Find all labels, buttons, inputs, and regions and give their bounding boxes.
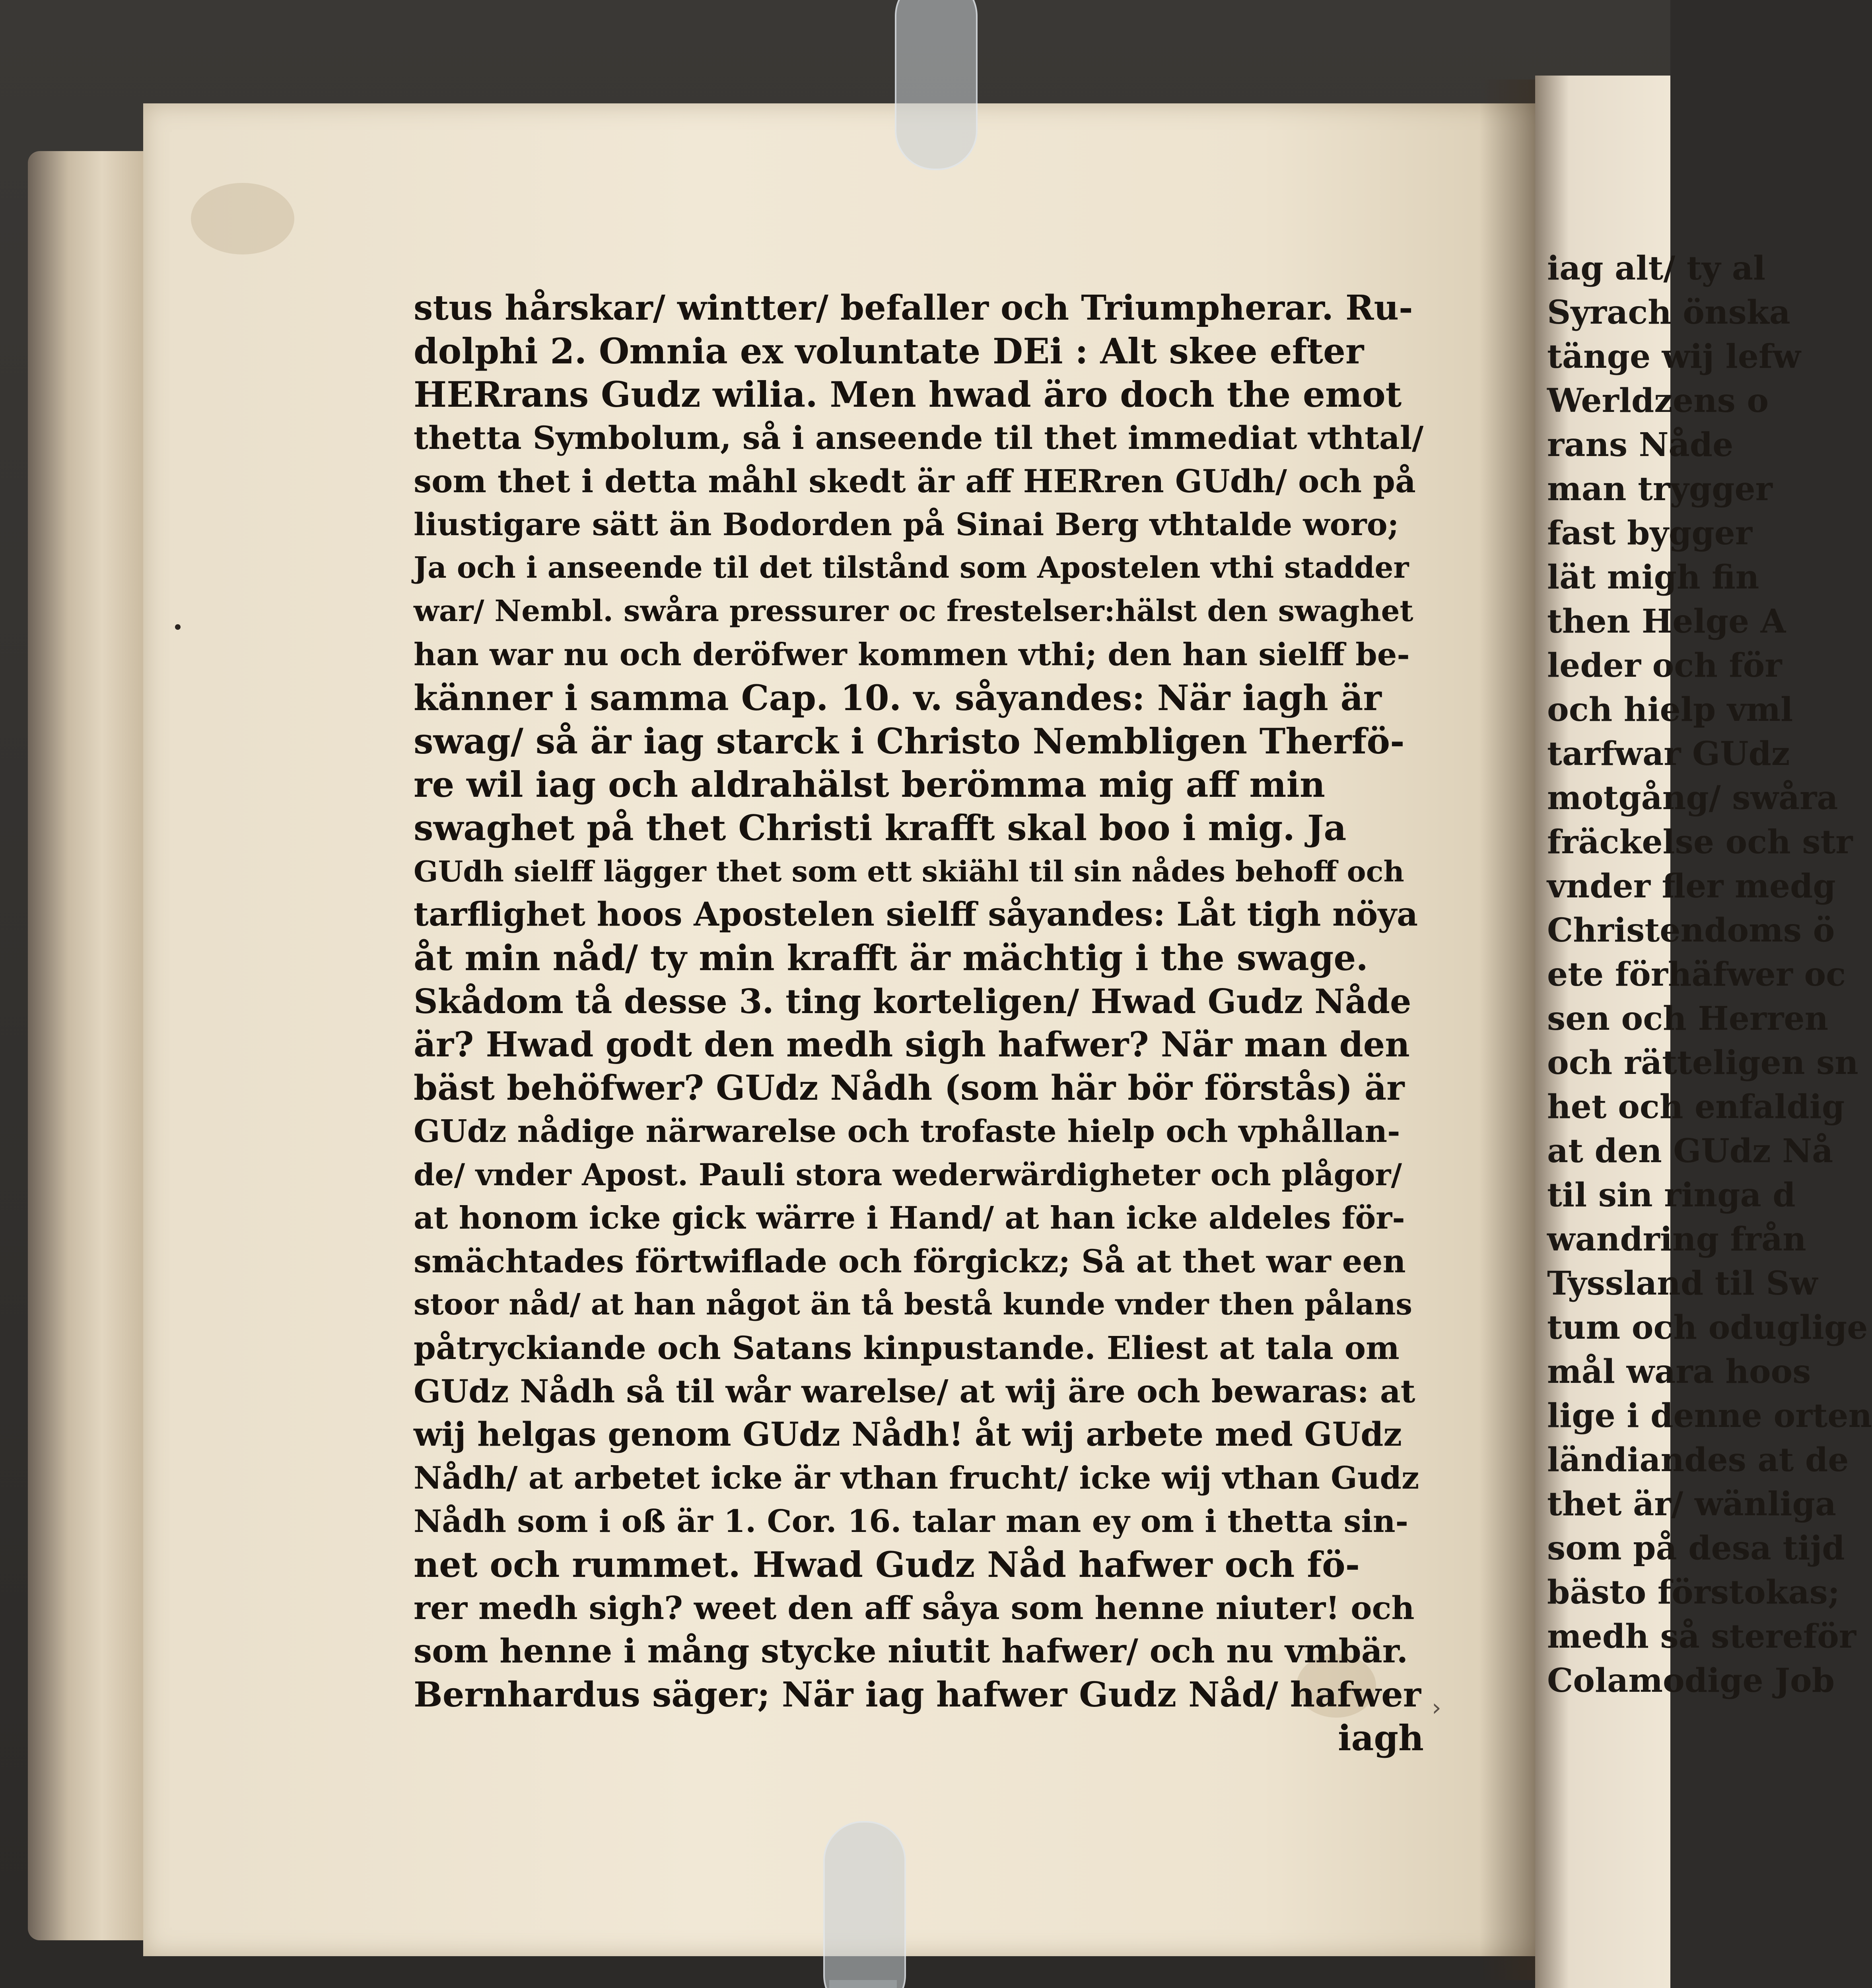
facing-text-line: thet är/ wänliga — [1547, 1485, 1837, 1523]
facing-text-line: Syrach önska — [1547, 293, 1790, 332]
text-line: GUdz nådige närwarelse och trofaste hielp och vphållan- — [414, 1113, 1400, 1149]
facing-text-line: til sin ringa d — [1547, 1176, 1796, 1214]
text-line: stus hårskar/ wintter/ befaller och Triumpherar. Ru- — [414, 288, 1413, 328]
text-line: re wil iag och aldrahälst berömma mig aff min — [414, 764, 1325, 805]
facing-text-line: fräckelse och str — [1547, 823, 1853, 861]
catchword: iagh — [1338, 1717, 1424, 1759]
facing-text-line: wandring från — [1547, 1220, 1806, 1258]
facing-text-line: tum och oduglige — [1547, 1309, 1868, 1347]
text-line: Skådom tå desse 3. ting korteligen/ Hwad Gudz Nåde — [414, 982, 1411, 1021]
text-line: Nådh/ at arbetet icke är vthan frucht/ icke wij vthan Gudz — [414, 1460, 1419, 1496]
facing-text-line: at den GUdz Nå — [1547, 1132, 1833, 1170]
page-clip-bottom — [823, 1821, 906, 1988]
margin-mark-icon: › — [1432, 1694, 1441, 1722]
facing-text-line: och hielp vml — [1547, 691, 1793, 729]
text-line: han war nu och deröfwer kommen vthi; den han sielff be- — [414, 637, 1410, 673]
facing-text-line: vnder fler medg — [1547, 867, 1836, 905]
text-line: bäst behöfwer? GUdz Nådh (som här bör förstås) är — [414, 1068, 1405, 1108]
text-line: stoor nåd/ at han något än tå bestå kunde vnder then pålans — [414, 1287, 1413, 1322]
text-line: tarflighet hoos Apostelen sielff såyandes: Låt tigh nöya — [414, 895, 1418, 934]
text-line: rer medh sigh? weet den aff såya som henne niuter! och — [414, 1589, 1415, 1627]
text-line: som henne i mång stycke niutit hafwer/ och nu vmbär. — [414, 1632, 1408, 1670]
text-line: GUdz Nådh så til wår warelse/ at wij äre och bewaras: at — [414, 1373, 1415, 1410]
text-line: wij helgas genom GUdz Nådh! åt wij arbete med GUdz — [414, 1415, 1402, 1454]
facing-page-text — [1547, 247, 1872, 1703]
facing-text-line: leder och för — [1547, 646, 1782, 685]
text-line: smächtades förtwiflade och förgickz; Så at thet war een — [414, 1242, 1406, 1280]
facing-text-line: man trygger — [1547, 470, 1773, 508]
text-line: at honom icke gick wärre i Hand/ at han icke aldeles för- — [414, 1200, 1405, 1236]
facing-text-line: lät migh fin — [1547, 558, 1759, 596]
text-line: HERrans Gudz wilia. Men hwad äro doch the emot — [414, 374, 1402, 415]
facing-text-line: som på desa tijd — [1547, 1529, 1845, 1567]
facing-text-line: Werldzens o — [1547, 382, 1769, 420]
paper-stain — [191, 183, 294, 254]
page-text-block — [414, 286, 1424, 1760]
facing-text-line: ländiandes at de — [1547, 1441, 1849, 1479]
facing-text-line: och rätteligen sn — [1547, 1044, 1858, 1082]
text-line: swaghet på thet Christi krafft skal boo i mig. Ja — [414, 807, 1347, 848]
facing-text-line: then Helge A — [1547, 602, 1786, 641]
book-page-edges — [28, 151, 163, 1940]
facing-text-line: motgång/ swåra — [1547, 779, 1838, 817]
text-line: net och rummet. Hwad Gudz Nåd hafwer och fö- — [414, 1544, 1360, 1585]
text-line: war/ Nembl. swåra pressurer oc frestelser:hälst den swaghet — [414, 594, 1413, 628]
facing-page — [1535, 76, 1872, 1988]
text-line: åt min nåd/ ty min krafft är mächtig i the swage. — [414, 937, 1368, 978]
facing-text-line: lige i denne orten — [1547, 1397, 1872, 1435]
facing-text-line: bästo förstokas; — [1547, 1573, 1840, 1611]
book-gutter-shadow — [1479, 80, 1543, 1980]
text-line: GUdh sielff lägger thet som ett skiähl til sin nådes behoff och — [414, 854, 1404, 888]
facing-text-line: Colamodige Job — [1547, 1662, 1835, 1700]
clip-stem — [829, 1980, 897, 1988]
text-line: är? Hwad godt den medh sigh hafwer? När man den — [414, 1025, 1410, 1065]
facing-text-line: rans Nåde — [1547, 426, 1734, 464]
facing-text-line: medh så stereför — [1547, 1617, 1856, 1656]
margin-dot — [175, 624, 181, 630]
text-line: känner i samma Cap. 10. v. såyandes: När iagh är — [414, 677, 1382, 718]
page-clip-top — [895, 0, 978, 170]
facing-text-line: mål wara hoos — [1547, 1353, 1811, 1391]
text-line: liustigare sätt än Bodorden på Sinai Berg vthtalde woro; — [414, 507, 1399, 543]
text-line: swag/ så är iag starck i Christo Nembligen Therfö- — [414, 720, 1405, 762]
facing-text-line: Christendoms ö — [1547, 911, 1835, 949]
text-line: Nådh som i oß är 1. Cor. 16. talar man ey om i thetta sin- — [414, 1503, 1408, 1540]
facing-text-line: fast bygger — [1547, 514, 1753, 552]
facing-text-line: sen och Herren — [1547, 1000, 1829, 1038]
text-line: som thet i detta måhl skedt är aff HERren GUdh/ och på — [414, 462, 1416, 500]
facing-text-line: iag alt/ ty al — [1547, 249, 1766, 287]
text-line: Ja och i anseende til det tilstånd som Apostelen vthi stadder — [414, 551, 1409, 585]
facing-text-line: het och enfaldig — [1547, 1088, 1845, 1126]
facing-text-line: Tyssland til Sw — [1547, 1264, 1818, 1303]
text-line: påtryckiande och Satans kinpustande. Eliest at tala om — [414, 1329, 1400, 1367]
facing-text-line: ete förhäfwer oc — [1547, 955, 1846, 994]
facing-text-line: tänge wij lefw — [1547, 338, 1801, 376]
facing-text-line: tarfwar GUdz — [1547, 735, 1790, 773]
text-line: de/ vnder Apost. Pauli stora wederwärdigheter och plågor/ — [414, 1157, 1402, 1192]
text-line: thetta Symbolum, så i anseende til thet immediat vthtal/ — [414, 419, 1424, 456]
text-line: dolphi 2. Omnia ex voluntate DEi : Alt skee efter — [414, 330, 1364, 372]
text-line: Bernhardus säger; När iag hafwer Gudz Nåd/ hafwer — [414, 1675, 1421, 1715]
